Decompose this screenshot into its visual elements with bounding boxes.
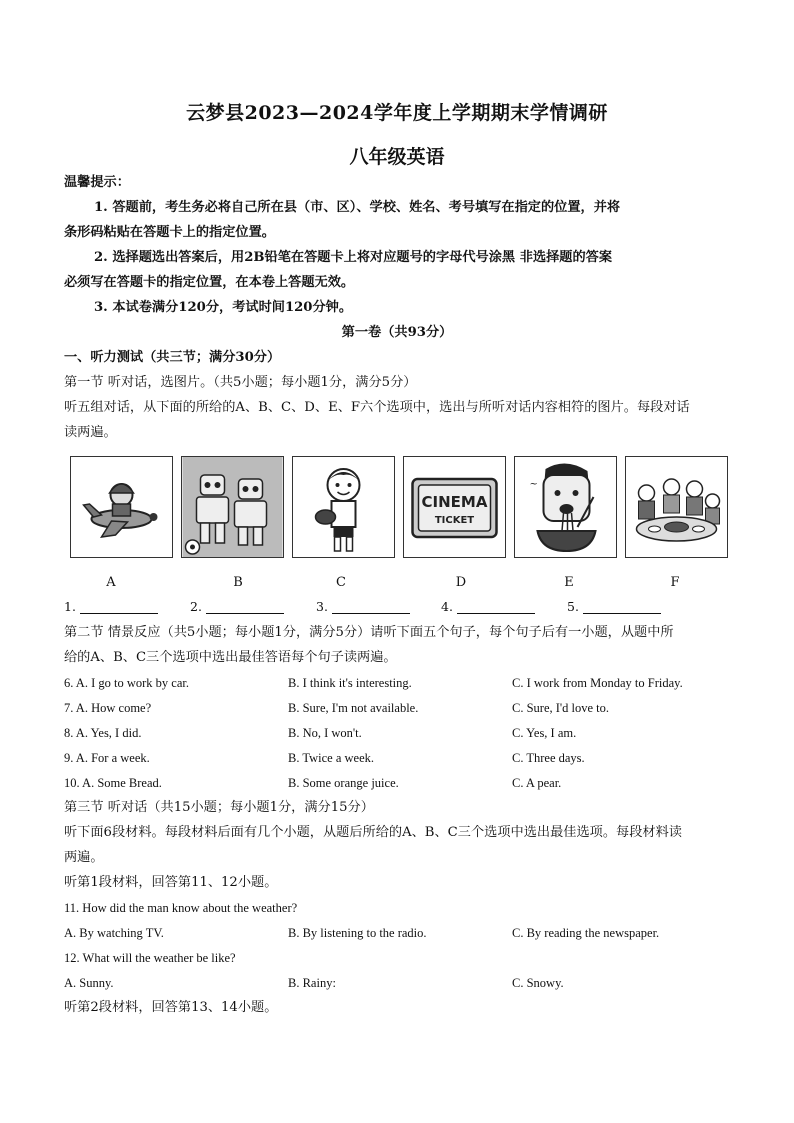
picture-letter-f: F — [670, 575, 680, 590]
q11-option-a: A. By watching TV. — [64, 926, 164, 940]
tip-1-line-1: 1. 答题前，考生务必将自己所在县（市、区）、学校、姓名、考号填写在指定的位置，并将 — [94, 200, 621, 215]
picture-options — [70, 456, 730, 560]
q7-option-c: C. Sure, I'd love to. — [512, 701, 610, 715]
q10-option-a: 10. A. Some Bread. — [64, 776, 162, 790]
q6-option-a: 6. A. I go to work by car. — [64, 676, 189, 690]
q6-option-b: B. I think it's interesting. — [288, 676, 412, 690]
q7-option-b: B. Sure, I'm not available. — [288, 701, 419, 715]
picture-letter-b: B — [233, 575, 243, 590]
q12-option-b: B. Rainy: — [288, 976, 336, 990]
answer-blank[interactable]: 1. — [64, 599, 158, 614]
q12-option-a: A. Sunny. — [64, 976, 114, 990]
section3-desc-line-2: 两遍。 — [64, 850, 104, 865]
section2-title-line-1: 第二节 情景反应（共5小题；每小题1分，满分5分）请听下面五个句子，每个句子后有一小题，从题中所 — [64, 625, 674, 640]
section1-title: 第一节 听对话，选图片。（共5小题；每小题1分，满分5分） — [64, 375, 417, 390]
q8-option-a: 8. A. Yes, I did. — [64, 726, 142, 740]
picture-letter-a: A — [106, 575, 116, 590]
q9-option-a: 9. A. For a week. — [64, 751, 150, 765]
tip-3: 3. 本试卷满分120分，考试时间120分钟。 — [94, 300, 353, 315]
answer-blank[interactable]: 3. — [316, 599, 410, 614]
material-1-instruction: 听第1段材料，回答第11、12小题。 — [64, 875, 278, 890]
ticket-text-1: CINEMA — [421, 493, 488, 511]
section3-title: 第三节 听对话（共15小题；每小题1分，满分15分） — [64, 800, 374, 815]
svg-text:~: ~ — [529, 479, 538, 490]
q11-option-b: B. By listening to the radio. — [288, 926, 427, 940]
q12-question: 12. What will the weather be like? — [64, 951, 236, 965]
cinema-ticket-icon — [403, 456, 506, 558]
answer-blanks — [64, 599, 732, 617]
tips-heading: 温馨提示： — [64, 175, 130, 190]
exam-title: 云梦县2023—2024学年度上学期期末学情调研 — [186, 102, 608, 124]
q12-option-c: C. Snowy. — [512, 976, 564, 990]
tip-1-line-2: 条形码粘贴在答题卡上的指定位置。 — [64, 225, 275, 240]
picture-letter-c: C — [336, 575, 346, 590]
picture-letter-e: E — [564, 575, 574, 590]
answer-blank[interactable]: 4. — [441, 599, 535, 614]
section2-title-line-2: 给的A、B、C三个选项中选出最佳答语每个句子读两遍。 — [64, 650, 397, 665]
exam-subtitle: 八年级英语 — [349, 146, 445, 168]
q10-option-c: C. A pear. — [512, 776, 562, 790]
part1-heading: 一、听力测试（共三节；满分30分） — [64, 350, 281, 365]
boy-on-airplane-icon — [70, 456, 173, 558]
section1-desc-line-2: 读两遍。 — [64, 425, 117, 440]
family-dinner-icon — [625, 456, 728, 558]
q6-option-c: C. I work from Monday to Friday. — [512, 676, 683, 690]
material-2-instruction: 听第2段材料，回答第13、14小题。 — [64, 1000, 278, 1015]
boy-with-ball-icon — [292, 456, 395, 558]
volume-heading: 第一卷（共93分） — [341, 325, 453, 340]
q7-option-a: 7. A. How come? — [64, 701, 152, 715]
q8-option-b: B. No, I won't. — [288, 726, 362, 740]
q11-question: 11. How did the man know about the weather? — [64, 901, 298, 915]
tip-2-line-1: 2. 选择题选出答案后，用2B铅笔在答题卡上将对应题号的字母代号涂黑 非选择题的答案 — [94, 250, 613, 265]
q8-option-c: C. Yes, I am. — [512, 726, 577, 740]
tip-2-line-2: 必须写在答题卡的指定位置，在本卷上答题无效。 — [64, 275, 355, 290]
picture-letters — [0, 575, 794, 593]
robots-playing-soccer-icon — [181, 456, 284, 558]
q9-option-c: C. Three days. — [512, 751, 585, 765]
answer-blank[interactable]: 2. — [190, 599, 284, 614]
man-eating-noodles-icon — [514, 456, 617, 558]
section3-desc-line-1: 听下面6段材料。每段材料后面有几个小题，从题后所给的A、B、C三个选项中选出最佳选项。每段材料读 — [64, 825, 682, 840]
q11-option-c: C. By reading the newspaper. — [512, 926, 660, 940]
q9-option-b: B. Twice a week. — [288, 751, 375, 765]
section1-desc-line-1: 听五组对话，从下面的所给的A、B、C、D、E、F六个选项中，选出与所听对话内容相符的图片。每段对话 — [64, 400, 690, 415]
ticket-text-2: TICKET — [434, 515, 475, 526]
q10-option-b: B. Some orange juice. — [288, 776, 399, 790]
answer-blank[interactable]: 5. — [567, 599, 661, 614]
picture-letter-d: D — [455, 575, 467, 590]
